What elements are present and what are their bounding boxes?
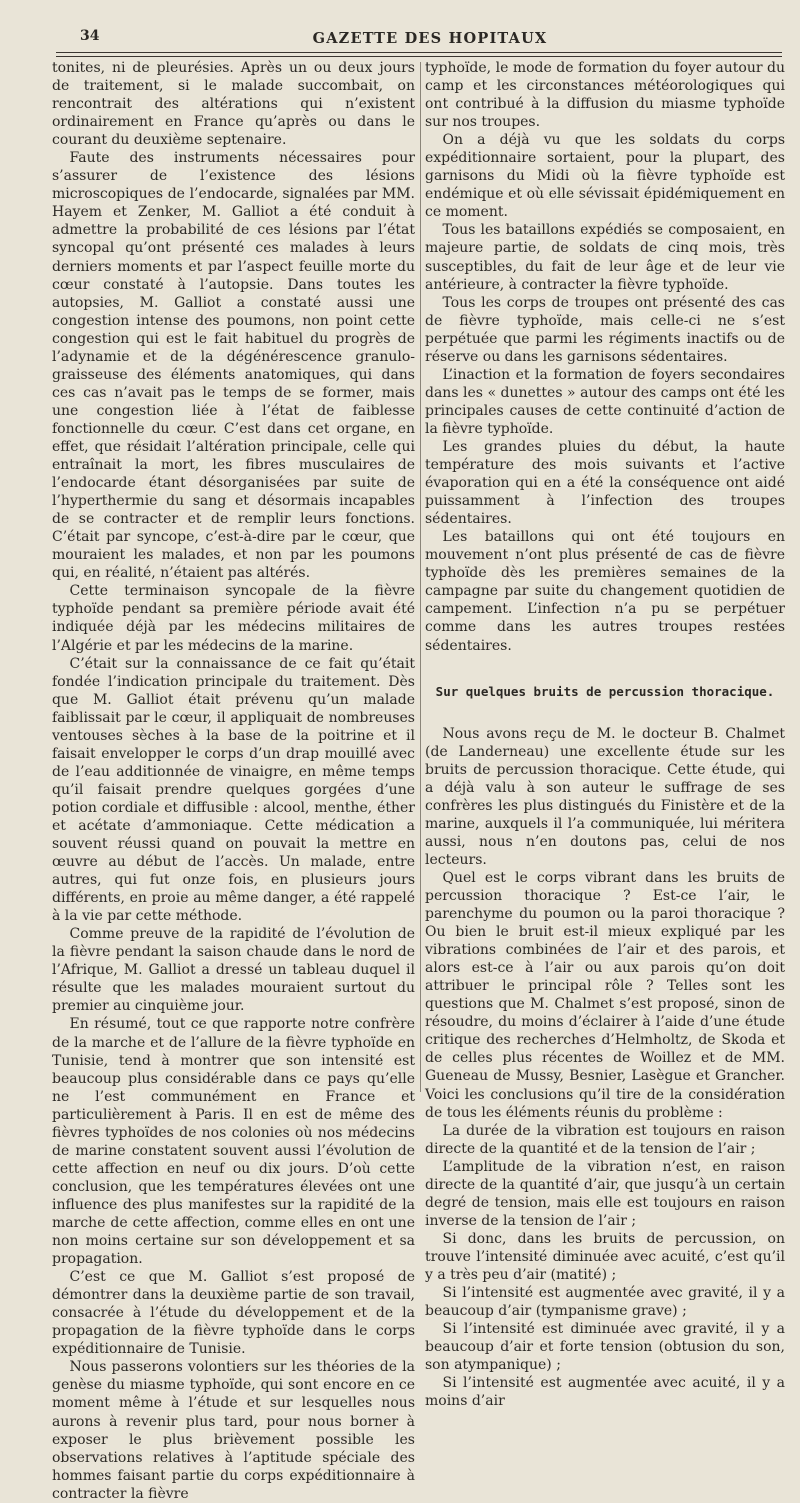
paragraph: Si l’intensité est augmentée avec acuité, il y a moins d’air: [425, 1375, 785, 1410]
paragraph: Faute des instruments nécessaires pour s’assurer de l’existence des lésions microscopiques de l’endocarde, signalées par MM. Hayem et Zenker, M. Galliot a été conduit à admettre la probabilité de ces lésions par l’état syncopal qu’ont présenté ces malades à leurs derniers moments et par l’aspect feuille morte du cœur constaté à l’autopsie. Dans toutes les autopsies, M. Galliot a constaté aussi une congestion intense des poumons, non point cette congestion qui est le fait habituel du progrès de l’adynamie et de la dégénérescence granulo-graisseuse des éléments anatomiques, qui dans ces cas n’avait pas le temps de se former, mais une congestion liée à l’état de faiblesse fonctionnelle du cœur. C’est dans cet organe, en effet, que résidait l’altération principale, celle qui entraînait la mort, les fibres musculaires de l’endocarde étant désorganisées par suite de l’hyperthermie du sang et désormais incapables de se contracter et de remplir leurs fonctions. C’était par syncope, c’est-à-dire par le cœur, que mouraient les malades, et non par les poumons qui, en réalité, n’étaient pas altérés.: [52, 150, 415, 582]
section-title: Sur quelques bruits de percussion thoracique.: [435, 683, 775, 699]
paragraph: Tous les corps de troupes ont présenté des cas de fièvre typhoïde, mais celle-ci ne s’est perpétuée que parmi les régiments inactifs ou de réserve ou dans les garnisons sédentaires.: [425, 294, 785, 365]
paragraph: Les grandes pluies du début, la haute température des mois suivants et l’active évaporation qui en a été la conséquence ont aidé puissamment à l’infection des troupes sédentaires.: [425, 438, 785, 528]
right-column-top-text: [425, 59, 785, 655]
left-column: [52, 59, 415, 1502]
right-column-article-text: [425, 725, 785, 1411]
journal-title: GAZETTE DES HOPITAUX: [312, 30, 548, 47]
paragraph: Si l’intensité est augmentée avec gravité, il y a beaucoup d’air (tympanisme grave) ;: [425, 1285, 785, 1320]
paragraph: tonites, ni de pleurésies. Après un ou deux jours de traitement, si le malade succombait, on rencontrait des altérations qui n’existent ordinairement en France qu’après ou dans le courant du deuxième septenaire.: [52, 60, 415, 149]
paragraph: L’inaction et la formation de foyers secondaires dans les « dunettes » autour des camps ont été les principales causes de cette continuité d’action de la fièvre typhoïde.: [425, 366, 785, 437]
paragraph: Comme preuve de la rapidité de l’évolution de la fièvre pendant la saison chaude dans le nord de l’Afrique, M. Galliot a dressé un tableau duquel il résulte que les malades mouraient surtout du premier au cinquième jour.: [52, 926, 415, 1015]
paragraph: Si donc, dans les bruits de percussion, on trouve l’intensité diminuée avec acuité, c’est qu’il y a très peu d’air (matité) ;: [425, 1230, 785, 1283]
paragraph: C’était sur la connaissance de ce fait qu’était fondée l’indication principale du traitement. Dès que M. Galliot était prévenu qu’un malade faiblissait par le cœur, il appliquait de nombreuses ventouses sèches à la base de la poitrine et il faisait envelopper le corps d’un drap mouillé avec de l’eau additionnée de vinaigre, en même temps qu’il faisait prendre quelques gorgées d’une potion cordiale et diffusible : alcool, menthe, éther et acétate d’ammoniaque. Cette médication a souvent réussi quand on pouvait la mettre en œuvre au début de l’accès. Un malade, entre autres, qui fut onze fois, en plusieurs jours différents, en proie au même danger, a été rappelé à la vie par cette méthode.: [52, 655, 415, 925]
paragraph: Nous passerons volontiers sur les théories de la genèse du miasme typhoïde, qui sont encore en ce moment même à l’étude et sur lesquelles nous aurons à revenir plus tard, pour nous borner à exposer le plus brièvement possible les observations relatives à l’aptitude spéciale des hommes faisant partie du corps expéditionnaire à contracter la fièvre: [52, 1359, 415, 1502]
page-number: 34: [80, 28, 100, 44]
paragraph: Nous avons reçu de M. le docteur B. Chalmet (de Landerneau) une excellente étude sur les bruits de percussion thoracique. Cette étude, qui a déjà valu à son auteur le suffrage de ses confrères les plus distingués du Finistère et de la marine, auxquels il l’a communiquée, lui méritera aussi, nous n’en doutons pas, celui de nos lecteurs.: [425, 725, 785, 868]
paragraph: En résumé, tout ce que rapporte notre confrère de la marche et de l’allure de la fièvre typhoïde en Tunisie, tend à montrer que son intensité est beaucoup plus considérable dans ce pays qu’elle ne l’est communément en France et particulièrement à Paris. Il en est de même des fièvres typhoïdes de nos colonies où nos médecins de marine constatent souvent aussi l’évolution de cette affection en neuf ou dix jours. D’où cette conclusion, que les températures élevées ont une influence des plus manifestes sur la rapidité de la marche de cette affection, comme elles en ont une non moins certaine sur son développement et sa propagation.: [52, 1016, 415, 1268]
header-rule-thin: [56, 56, 782, 57]
column-divider: [420, 62, 421, 1092]
running-head: [80, 28, 780, 52]
paragraph: Les bataillons qui ont été toujours en mouvement n’ont plus présenté de cas de fièvre typhoïde dès les premières semaines de la campagne par suite du changement quotidien de campement. L’infection n’a pu se perpétuer comme dans les autres troupes restées sédentaires.: [425, 529, 785, 654]
paragraph: La durée de la vibration est toujours en raison directe de la quantité et de la tension de l’air ;: [425, 1122, 785, 1157]
header-rule: [56, 52, 782, 53]
paragraph: Quel est le corps vibrant dans les bruits de percussion thoracique ? Est-ce l’air, le parenchyme du poumon ou la paroi thoracique ? Ou bien le bruit est-il mieux expliqué par les vibrations combinées de l’air et des parois, et alors est-ce à l’air ou aux parois qu’on doit attribuer le principal rôle ? Telles sont les questions que M. Chalmet s’est proposé, sinon de résoudre, du moins d’éclairer à l’aide d’une étude critique des recherches d’Helmholtz, de Skoda et de celles plus récentes de Woillez et de MM. Gueneau de Mussy, Besnier, Lasègue et Grancher. Voici les conclusions qu’il tire de la considération de tous les éléments réunis du problème :: [425, 869, 785, 1121]
right-column: [425, 59, 785, 1410]
paragraph: typhoïde, le mode de formation du foyer autour du camp et les circonstances météorologiques qui ont contribué à la diffusion du miasme typhoïde sur nos troupes.: [425, 60, 785, 131]
paragraph: On a déjà vu que les soldats du corps expéditionnaire sortaient, pour la plupart, des garnisons du Midi où la fièvre typhoïde est endémique et où elle sévissait épidémiquement en ce moment.: [425, 132, 785, 221]
paragraph: Cette terminaison syncopale de la fièvre typhoïde pendant sa première période avait été indiquée déjà par les médecins militaires de l’Algérie et par les médecins de la marine.: [52, 583, 415, 654]
paragraph: L’amplitude de la vibration n’est, en raison directe de la quantité d’air, que jusqu’à un certain degré de tension, mais elle est toujours en raison inverse de la tension de l’air ;: [425, 1158, 785, 1229]
paragraph: Si l’intensité est diminuée avec gravité, il y a beaucoup d’air et forte tension (obtusion du son, son atympanique) ;: [425, 1321, 785, 1374]
paragraph: C’est ce que M. Galliot s’est proposé de démontrer dans la deuxième partie de son travail, consacrée à l’étude du développement et de la propagation de la fièvre typhoïde dans le corps expéditionnaire de Tunisie.: [52, 1269, 415, 1358]
paragraph: Tous les bataillons expédiés se composaient, en majeure partie, de soldats de cinq mois, très susceptibles, du fait de leur âge et de leur vie antérieure, à contracter la fièvre typhoïde.: [425, 222, 785, 293]
